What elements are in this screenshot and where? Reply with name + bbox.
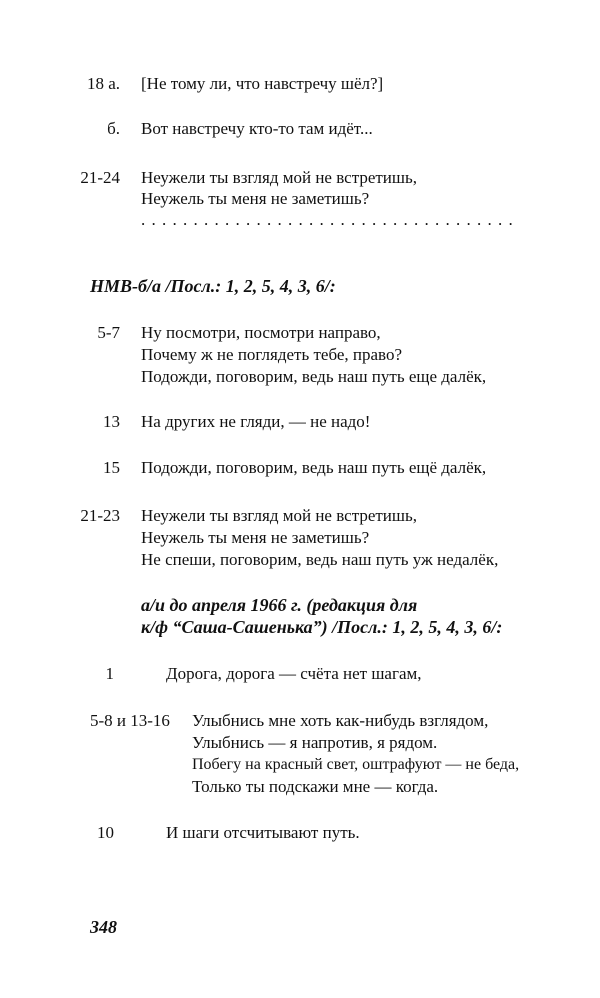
verse-line: Почему ж не поглядеть тебе, право?	[141, 345, 403, 364]
section-heading: к/ф “Саша-Сашенька”) /Посл.: 1, 2, 5, 4, 3, 6/:	[141, 617, 503, 637]
line-number: 10	[97, 823, 114, 842]
verse-line: Дорога, дорога — счёта нет шагам,	[166, 664, 422, 683]
page-number: 348	[90, 917, 117, 937]
verse-line: Побегу на красный свет, оштрафуют — не беда,	[192, 756, 520, 773]
line-number: 1	[105, 664, 114, 683]
verse-line: Не спеши, поговорим, ведь наш путь уж недалёк,	[141, 550, 499, 569]
verse-line: [Не тому ли, что навстречу шёл?]	[141, 74, 384, 93]
line-number: 21-23	[80, 506, 120, 525]
line-number: 15	[103, 458, 120, 477]
line-number: 5-8 и 13-16	[90, 711, 170, 730]
verse-line: Улыбнись мне хоть как-нибудь взглядом,	[192, 711, 489, 730]
line-number: б.	[107, 119, 120, 138]
line-number: 18 а.	[86, 74, 120, 93]
ellipsis-dots: . . . . . . . . . . . . . . . . . . . . . . . . . . . . . . . . . . . .	[141, 210, 514, 229]
verse-line: Неужели ты взгляд мой не встретишь,	[141, 506, 418, 525]
line-number: 5-7	[97, 323, 120, 342]
verse-line: Неужель ты меня не заметишь?	[141, 528, 370, 547]
verse-line: Только ты подскажи мне — когда.	[192, 777, 439, 796]
verse-line: И шаги отсчитывают путь.	[166, 823, 360, 842]
section-heading: НМВ-б/а /Посл.: 1, 2, 5, 4, 3, 6/:	[90, 276, 336, 296]
verse-line: Неужель ты меня не заметишь?	[141, 189, 370, 208]
verse-line: Ну посмотри, посмотри направо,	[141, 323, 381, 342]
section-heading: а/и до апреля 1966 г. (редакция для	[141, 595, 418, 615]
verse-line: Подожди, поговорим, ведь наш путь ещё далёк,	[141, 458, 487, 477]
verse-line: На других не гляди, — не надо!	[141, 412, 371, 431]
verse-line: Вот навстречу кто-то там идёт...	[141, 119, 373, 138]
line-number: 13	[103, 412, 120, 431]
line-number: 21-24	[80, 168, 120, 187]
verse-line: Неужели ты взгляд мой не встретишь,	[141, 168, 418, 187]
verse-line: Подожди, поговорим, ведь наш путь еще далёк,	[141, 367, 487, 386]
verse-line: Улыбнись — я напротив, я рядом.	[192, 733, 438, 752]
